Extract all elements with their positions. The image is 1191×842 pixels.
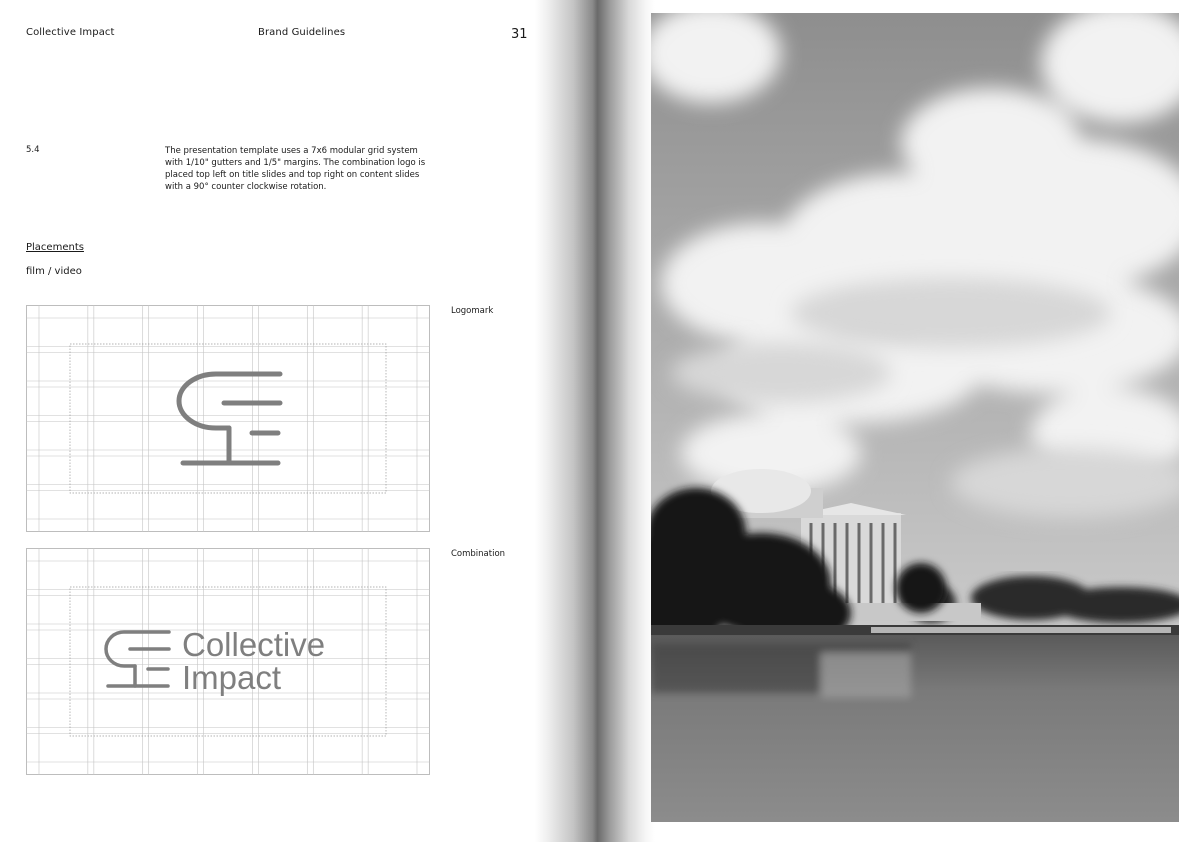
- wordmark-line-1: Collective: [182, 626, 326, 663]
- logomark-icon: [179, 374, 280, 463]
- section-number: 5.4: [26, 145, 40, 155]
- placements-heading: Placements: [26, 242, 84, 253]
- book-spine-shadow: [535, 0, 655, 842]
- left-page: [0, 0, 560, 842]
- grid-lines: [26, 305, 430, 532]
- placements-subheading: film / video: [26, 266, 82, 277]
- safe-area: [70, 344, 386, 493]
- logomark-grid-panel: [26, 305, 430, 532]
- page-number: 31: [511, 27, 528, 42]
- caption-combination: Combination: [451, 549, 506, 559]
- caption-logomark: Logomark: [451, 306, 494, 316]
- water-reflection: [651, 643, 911, 698]
- panel-border: [27, 306, 430, 532]
- memorial-photo: [651, 13, 1179, 822]
- combination-logomark-icon: [106, 632, 169, 686]
- header-title: Brand Guidelines: [258, 27, 346, 38]
- combination-grid-panel: [26, 548, 430, 775]
- section-body: The presentation template uses a 7x6 modular grid system with 1/10" gutters and 1/5" margins. The combination logo is placed top left on title slides and top right on content slides with a 90° counter clockwise rotation.: [165, 146, 426, 192]
- wordmark-line-2: Impact: [182, 659, 282, 696]
- header-brand: Collective Impact: [26, 27, 115, 38]
